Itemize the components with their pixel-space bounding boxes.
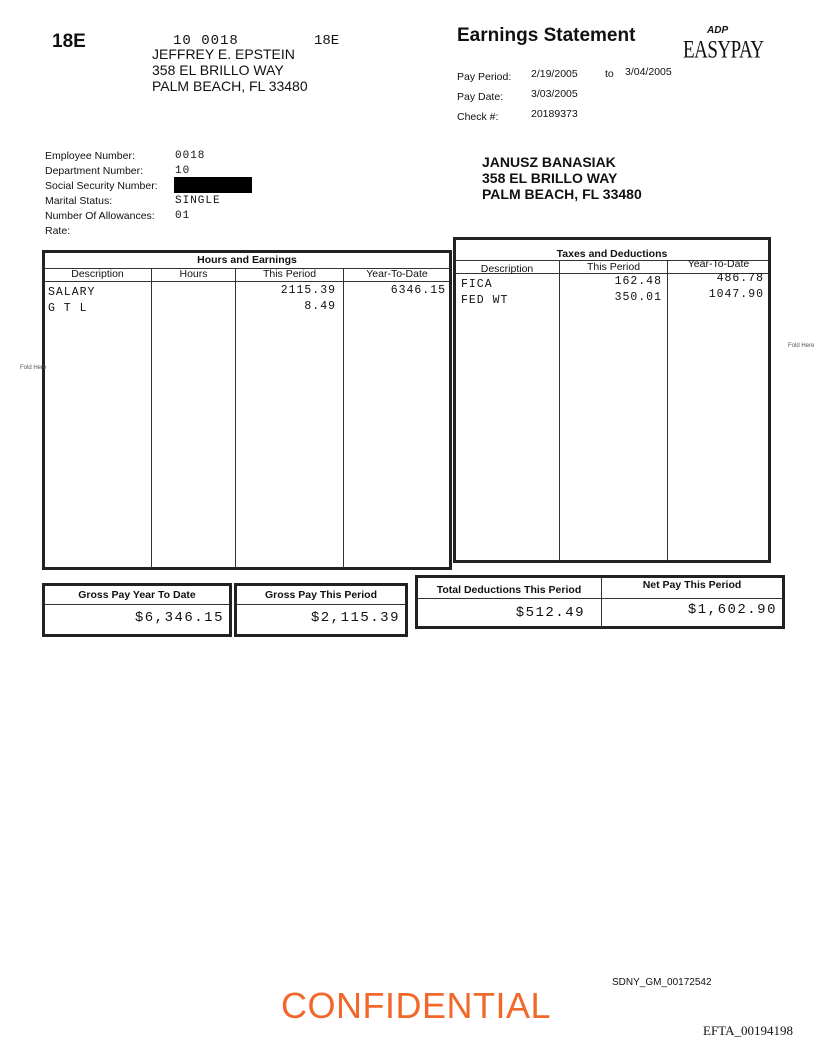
statement-title: Earnings Statement [457, 25, 636, 46]
employee-number-label: Employee Number: [45, 150, 135, 162]
check-number: 20189373 [531, 108, 578, 120]
marital-status-label: Marital Status: [45, 195, 113, 207]
taxes-row-description: FED WT [461, 294, 509, 307]
check-line-code: 10 0018 [173, 33, 239, 49]
allowances-label: Number Of Allowances: [45, 210, 155, 222]
easypay-logo-text: EASYPAY [683, 36, 764, 65]
ssn-redaction [174, 177, 252, 193]
earnings-row-this-period: 2115.39 [280, 284, 336, 297]
earnings-row-description: G T L [48, 302, 88, 315]
department-number: 10 [175, 165, 191, 177]
earnings-row-description: SALARY [48, 286, 96, 299]
pay-date-label: Pay Date: [457, 91, 504, 103]
allowances: 01 [175, 210, 191, 222]
department-number-label: Department Number: [45, 165, 144, 177]
bates-number: SDNY_GM_00172542 [612, 977, 712, 988]
company-code: 18E [52, 31, 86, 52]
pay-period-to: to [605, 68, 614, 80]
pay-period-start: 2/19/2005 [531, 68, 578, 80]
taxes-col-description: Description [480, 263, 534, 275]
payee-name: JANUSZ BANASIAK [482, 154, 616, 170]
earnings-table-title: Hours and Earnings [197, 254, 297, 266]
taxes-table-title: Taxes and Deductions [556, 248, 668, 260]
check-company-code: 18E [314, 33, 340, 49]
adp-logo-mark: ADP [707, 25, 729, 36]
taxes-col-ytd: Year-To-Date [687, 258, 750, 270]
earnings-col-ytd: Year-To-Date [366, 268, 428, 280]
taxes-table [453, 237, 771, 563]
net-pay-label: Net Pay This Period [642, 579, 742, 591]
gross-ytd-label: Gross Pay Year To Date [78, 589, 196, 601]
payee-city: PALM BEACH, FL 33480 [482, 186, 642, 202]
check-number-label: Check #: [457, 111, 499, 123]
adp-easypay-logo [683, 25, 764, 69]
taxes-row-ytd: 486.78 [716, 272, 764, 285]
gross-period-label: Gross Pay This Period [264, 589, 378, 601]
taxes-row-ytd: 1047.90 [708, 288, 764, 301]
gross-ytd-box [42, 583, 232, 637]
total-deductions-value: $512.49 [515, 605, 585, 621]
taxes-col-this-period: This Period [586, 261, 641, 273]
deductions-net-box [415, 575, 785, 629]
gross-period-box [234, 583, 408, 637]
taxes-row-description: FICA [461, 278, 493, 291]
employee-number: 0018 [175, 150, 206, 162]
pay-period-label: Pay Period: [457, 71, 512, 83]
ssn-label: Social Security Number: [45, 180, 158, 192]
pay-period-end: 3/04/2005 [625, 66, 672, 78]
taxes-row-this-period: 350.01 [614, 291, 662, 304]
rate-label: Rate: [45, 225, 71, 237]
gross-period-value: $2,115.39 [310, 610, 400, 626]
net-pay-value: $1,602.90 [687, 602, 777, 618]
payee-street: 358 EL BRILLO WAY [482, 170, 618, 186]
gross-ytd-value: $6,346.15 [134, 610, 224, 626]
employer-street: 358 EL BRILLO WAY [152, 62, 284, 78]
taxes-row-this-period: 162.48 [614, 275, 662, 288]
total-deductions-label: Total Deductions This Period [436, 584, 582, 596]
efta-number: EFTA_00194198 [703, 1023, 793, 1038]
employer-city: PALM BEACH, FL 33480 [152, 78, 308, 94]
confidential-stamp: CONFIDENTIAL [281, 985, 552, 1026]
earnings-row-ytd: 6346.15 [390, 284, 446, 297]
marital-status: SINGLE [175, 195, 221, 207]
pay-date: 3/03/2005 [531, 88, 578, 100]
earnings-row-this-period: 8.49 [304, 300, 336, 313]
fold-mark-right: Fold Here [788, 343, 815, 349]
earnings-table [42, 250, 452, 570]
earnings-col-description: Description [71, 268, 124, 280]
earnings-col-this-period: This Period [262, 268, 317, 280]
earnings-col-hours: Hours [179, 268, 208, 280]
fold-mark-left: Fold Here [20, 365, 47, 371]
employer-name: JEFFREY E. EPSTEIN [152, 46, 295, 62]
